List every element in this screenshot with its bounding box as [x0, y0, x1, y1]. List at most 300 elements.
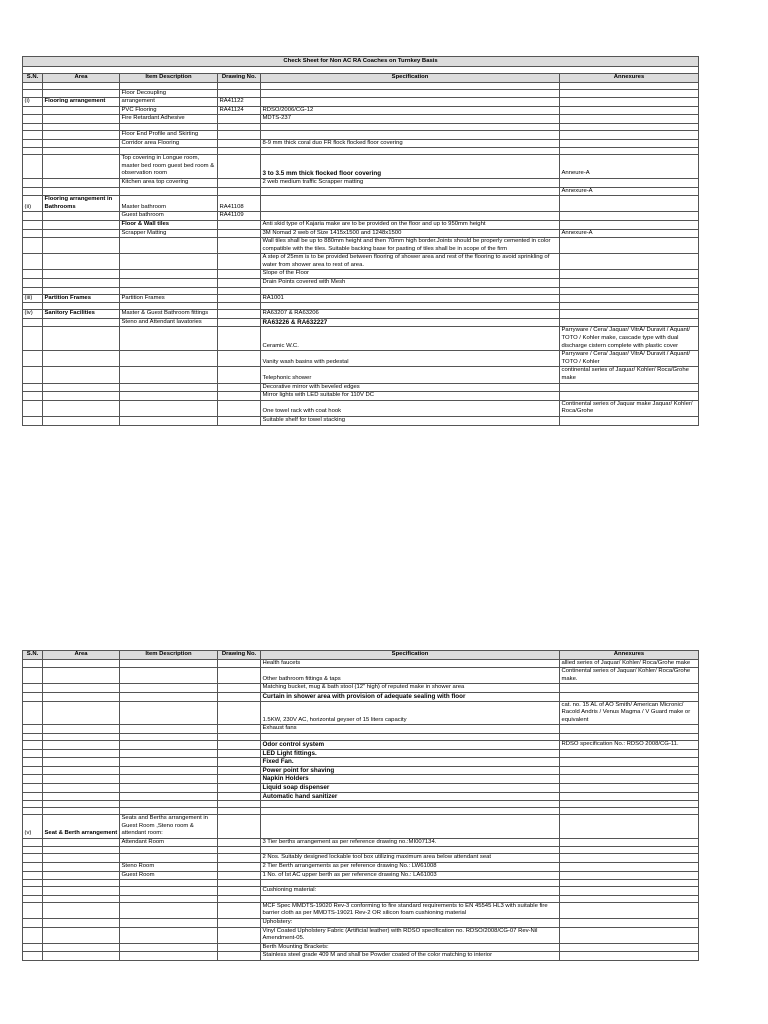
cell-item-description [120, 783, 218, 792]
cell-sn: (v) [23, 815, 43, 839]
cell-item-description [120, 733, 218, 740]
table-row [23, 178, 699, 187]
cell-drawing-no [218, 383, 261, 392]
cell-area [43, 701, 120, 725]
cell-specification: Vinyl Coated Upholstery Fabric (Artificial leather) with RDSO specification no. RDSO/2008/CG-07 Rev-Nil Amendment-05. [261, 927, 560, 943]
cell-item-description [120, 254, 218, 270]
cell-annexures: RDSO specification No.: RDSO 2008/CG-11. [560, 740, 699, 749]
cell-annexures [560, 902, 699, 918]
cell-area [43, 880, 120, 887]
cell-item-description [120, 351, 218, 367]
cell-item-description [120, 749, 218, 758]
cell-specification: 3 to 3.5 mm thick flocked floor covering [261, 155, 560, 179]
table-row [23, 392, 699, 401]
cell-sn: (iv) [23, 310, 43, 319]
cell-area [43, 692, 120, 701]
cell-item-description [120, 279, 218, 288]
cell-item-description [120, 847, 218, 854]
cell-item-description [120, 919, 218, 928]
cell-item-description [120, 758, 218, 767]
table-row [23, 327, 699, 351]
cell-area [43, 927, 120, 943]
cell-annexures [560, 792, 699, 801]
cell-item-description [120, 895, 218, 902]
table-row [23, 783, 699, 792]
cell-annexures [560, 303, 699, 310]
header-sn: S.N. [23, 651, 43, 660]
cell-annexures: Continental series of Jaquar/ Kohler/ Roca/Grohe make. [560, 668, 699, 684]
cell-drawing-no [218, 279, 261, 288]
cell-specification: One towel rack with coat hook [261, 400, 560, 416]
cell-item-description: Steno and Attendant lavatories [120, 318, 218, 327]
cell-specification: Power point for shaving [261, 766, 560, 775]
header-row [23, 74, 699, 83]
cell-item-description: Floor & Wall tiles [120, 220, 218, 229]
table-row [23, 148, 699, 155]
cell-specification [261, 815, 560, 839]
cell-drawing-no [218, 115, 261, 124]
table-row [23, 871, 699, 880]
cell-drawing-no [218, 416, 261, 425]
cell-drawing-no [218, 294, 261, 303]
cell-area [43, 187, 120, 196]
cell-area [43, 659, 120, 668]
cell-specification [261, 82, 560, 89]
cell-specification: Berth Mounting Brackets: [261, 943, 560, 952]
cell-drawing-no [218, 82, 261, 89]
cell-sn [23, 155, 43, 179]
cell-specification: Matching bucket, mug & bath stool (12" high) of reputed make in shower area [261, 684, 560, 693]
cell-sn [23, 254, 43, 270]
cell-annexures [560, 82, 699, 89]
cell-annexures [560, 238, 699, 254]
cell-item-description [120, 808, 218, 815]
cell-area [43, 808, 120, 815]
cell-sn [23, 871, 43, 880]
cell-area [43, 254, 120, 270]
cell-item-description [120, 927, 218, 943]
cell-drawing-no [218, 659, 261, 668]
cell-drawing-no [218, 758, 261, 767]
cell-specification: A step of 25mm is to be provided between flooring of shower area and rest of the flooring to avoid sprinkling of water from shower area to rest of area. [261, 254, 560, 270]
cell-area [43, 89, 120, 98]
cell-annexures [560, 749, 699, 758]
cell-specification: 2 web medium traffic Scrapper matting [261, 178, 560, 187]
cell-item-description [120, 367, 218, 383]
cell-item-description: Top covering in Longue room, master bed room guest bed room & observation room [120, 155, 218, 179]
cell-drawing-no [218, 327, 261, 351]
cell-sn [23, 783, 43, 792]
cell-sn [23, 733, 43, 740]
cell-item-description [120, 902, 218, 918]
cell-sn [23, 838, 43, 847]
table-row [23, 279, 699, 288]
cell-sn [23, 808, 43, 815]
cell-area [43, 887, 120, 896]
cell-drawing-no [218, 740, 261, 749]
cell-specification [261, 808, 560, 815]
cell-specification: RA1001 [261, 294, 560, 303]
cell-drawing-no [218, 318, 261, 327]
cell-area [43, 943, 120, 952]
cell-annexures [560, 98, 699, 107]
cell-area [43, 416, 120, 425]
cell-specification: Slope of the Floor [261, 270, 560, 279]
cell-sn [23, 952, 43, 961]
cell-sn [23, 895, 43, 902]
cell-annexures: Parryware / Cera/ Jaquar/ VitrA/ Duravit / Aquant/ TOTO / Kohler [560, 351, 699, 367]
cell-area [43, 783, 120, 792]
cell-annexures [560, 383, 699, 392]
table-row [23, 659, 699, 668]
cell-annexures: continental series of Jaquar/ Kohler/ Roca/Grohe make [560, 367, 699, 383]
cell-sn [23, 863, 43, 872]
cell-item-description [120, 943, 218, 952]
cell-sn [23, 383, 43, 392]
cell-item-description [120, 792, 218, 801]
cell-annexures [560, 139, 699, 148]
table-row [23, 270, 699, 279]
cell-sn [23, 847, 43, 854]
cell-item-description [120, 766, 218, 775]
cell-item-description [120, 725, 218, 734]
table-row [23, 725, 699, 734]
cell-area [43, 392, 120, 401]
cell-item-description: PVC Flooring [120, 106, 218, 115]
cell-drawing-no: RA41109 [218, 212, 261, 221]
cell-sn [23, 318, 43, 327]
cell-drawing-no [218, 229, 261, 238]
cell-annexures [560, 863, 699, 872]
cell-annexures [560, 927, 699, 943]
table-row [23, 684, 699, 693]
table-row [23, 130, 699, 139]
header-area: Area [43, 651, 120, 660]
cell-area: Flooring arrangement in Bathrooms [43, 196, 120, 212]
sheet-title: Check Sheet for Non AC RA Coaches on Turnkey Basis [23, 57, 699, 67]
cell-sn [23, 229, 43, 238]
cell-item-description: Fire Retardant Adhesive [120, 115, 218, 124]
cell-area [43, 838, 120, 847]
cell-area [43, 318, 120, 327]
cell-area [43, 130, 120, 139]
cell-drawing-no [218, 801, 261, 808]
cell-annexures [560, 880, 699, 887]
cell-area [43, 123, 120, 130]
cell-sn [23, 927, 43, 943]
cell-annexures [560, 887, 699, 896]
cell-drawing-no [218, 766, 261, 775]
cell-annexures [560, 692, 699, 701]
cell-annexures [560, 725, 699, 734]
cell-drawing-no [218, 123, 261, 130]
cell-area [43, 952, 120, 961]
cell-specification [261, 801, 560, 808]
cell-annexures [560, 775, 699, 784]
table-row [23, 367, 699, 383]
cell-item-description [120, 740, 218, 749]
cell-item-description: Scrapper Matting [120, 229, 218, 238]
cell-area [43, 725, 120, 734]
cell-specification [261, 895, 560, 902]
cell-annexures: cat. no. 15 AL of AO Smith/ American Micronic/ Racold Andris / Venus Magma / V Guard make or equivalent [560, 701, 699, 725]
cell-drawing-no [218, 902, 261, 918]
cell-sn [23, 749, 43, 758]
cell-sn [23, 287, 43, 294]
cell-item-description [120, 400, 218, 416]
cell-specification: Drain Points covered with Mesh [261, 279, 560, 288]
cell-drawing-no [218, 749, 261, 758]
cell-item-description [120, 668, 218, 684]
cell-item-description: Partition Frames [120, 294, 218, 303]
cell-area [43, 775, 120, 784]
cell-sn: (iii) [23, 294, 43, 303]
cell-drawing-no [218, 692, 261, 701]
cell-specification: 3 Tier berths arrangement as per reference drawing no.:MI007134. [261, 838, 560, 847]
cell-area [43, 303, 120, 310]
table-row [23, 383, 699, 392]
cell-area [43, 919, 120, 928]
cell-annexures [560, 115, 699, 124]
cell-drawing-no [218, 148, 261, 155]
cell-item-description [120, 270, 218, 279]
cell-area [43, 400, 120, 416]
table-row [23, 740, 699, 749]
cell-sn [23, 775, 43, 784]
table-row [23, 952, 699, 961]
cell-item-description [120, 684, 218, 693]
table-row [23, 106, 699, 115]
table-row [23, 749, 699, 758]
cell-annexures [560, 871, 699, 880]
table-row [23, 758, 699, 767]
cell-area [43, 854, 120, 863]
cell-sn [23, 220, 43, 229]
cell-annexures: Anneure-A [560, 155, 699, 179]
cell-specification: RA63207 & RA63206 [261, 310, 560, 319]
cell-drawing-no [218, 871, 261, 880]
header-annexures: Annexures [560, 74, 699, 83]
cell-area [43, 871, 120, 880]
cell-drawing-no [218, 254, 261, 270]
table-row [23, 902, 699, 918]
cell-drawing-no [218, 895, 261, 902]
cell-specification: 2 Nos. Suitably designed lockable tool box utilizing maximum area below attendant seat [261, 854, 560, 863]
table-row [23, 692, 699, 701]
cell-specification: Liquid soap dispenser [261, 783, 560, 792]
header-item-description: Item Description [120, 74, 218, 83]
cell-annexures [560, 919, 699, 928]
cell-area [43, 212, 120, 221]
cell-sn [23, 854, 43, 863]
cell-item-description [120, 854, 218, 863]
cell-drawing-no [218, 783, 261, 792]
cell-annexures [560, 212, 699, 221]
cell-specification [261, 303, 560, 310]
cell-area [43, 279, 120, 288]
cell-item-description [120, 303, 218, 310]
cell-drawing-no [218, 808, 261, 815]
cell-item-description: Floor Decoupling [120, 89, 218, 98]
cell-annexures [560, 895, 699, 902]
cell-item-description [120, 148, 218, 155]
table-row [23, 766, 699, 775]
table-row [23, 887, 699, 896]
cell-area [43, 178, 120, 187]
cell-drawing-no: RA41124 [218, 106, 261, 115]
cell-drawing-no [218, 847, 261, 854]
cell-sn [23, 758, 43, 767]
table-row [23, 123, 699, 130]
cell-sn [23, 148, 43, 155]
cell-specification: LED Light fittings. [261, 749, 560, 758]
cell-sn [23, 684, 43, 693]
cell-annexures [560, 220, 699, 229]
table-row [23, 400, 699, 416]
cell-drawing-no [218, 854, 261, 863]
cell-annexures [560, 123, 699, 130]
cell-drawing-no [218, 270, 261, 279]
cell-drawing-no [218, 880, 261, 887]
cell-drawing-no [218, 887, 261, 896]
cell-annexures [560, 148, 699, 155]
cell-annexures [560, 801, 699, 808]
table-row [23, 254, 699, 270]
cell-annexures [560, 294, 699, 303]
cell-drawing-no [218, 155, 261, 179]
cell-area [43, 287, 120, 294]
cell-drawing-no [218, 287, 261, 294]
cell-drawing-no [218, 310, 261, 319]
table-row [23, 838, 699, 847]
cell-annexures [560, 943, 699, 952]
table-row [23, 155, 699, 179]
cell-sn [23, 351, 43, 367]
cell-sn [23, 943, 43, 952]
cell-annexures [560, 766, 699, 775]
cell-drawing-no [218, 919, 261, 928]
cell-item-description [120, 416, 218, 425]
cell-specification: Upholstery: [261, 919, 560, 928]
cell-drawing-no [218, 952, 261, 961]
cell-area [43, 733, 120, 740]
table-row [23, 229, 699, 238]
cell-specification: Vanity wash basins with pedestal [261, 351, 560, 367]
cell-item-description: Corridor area Flooring [120, 139, 218, 148]
cell-area [43, 220, 120, 229]
cell-sn [23, 187, 43, 196]
cell-sn [23, 279, 43, 288]
cell-area [43, 270, 120, 279]
cell-area [43, 902, 120, 918]
cell-drawing-no [218, 178, 261, 187]
cell-annexures [560, 758, 699, 767]
cell-area [43, 367, 120, 383]
cell-specification: RDSO/2006/CG-12 [261, 106, 560, 115]
cell-sn [23, 880, 43, 887]
check-sheet-table-2 [22, 650, 699, 961]
cell-specification [261, 187, 560, 196]
header-area: Area [43, 74, 120, 83]
cell-drawing-no [218, 815, 261, 839]
cell-area [43, 229, 120, 238]
cell-area [43, 895, 120, 902]
cell-area [43, 82, 120, 89]
cell-area [43, 766, 120, 775]
cell-specification: Decorative mirror with beveled edges [261, 383, 560, 392]
table-row [23, 863, 699, 872]
cell-specification [261, 733, 560, 740]
cell-annexures: Parryware / Cera/ Jaquar/ VitrA/ Duravit / Aquant/ TOTO / Kohler make, cascade type with dual discharge cistern complete with plastic cover [560, 327, 699, 351]
cell-sn [23, 106, 43, 115]
cell-specification [261, 123, 560, 130]
check-sheet-table-1 [22, 56, 699, 426]
cell-area: Flooring arrangement [43, 98, 120, 107]
cell-specification [261, 847, 560, 854]
cell-item-description: Steno Room [120, 863, 218, 872]
cell-annexures [560, 733, 699, 740]
cell-annexures [560, 254, 699, 270]
cell-specification [261, 880, 560, 887]
cell-specification: Cushioning material: [261, 887, 560, 896]
cell-area [43, 351, 120, 367]
cell-specification [261, 148, 560, 155]
header-drawing-no: Drawing No. [218, 651, 261, 660]
cell-specification [261, 212, 560, 221]
cell-item-description [120, 952, 218, 961]
cell-annexures [560, 178, 699, 187]
cell-specification: Anti skid type of Kajaria make are to be provided on the floor and up to 950mm height [261, 220, 560, 229]
cell-drawing-no [218, 838, 261, 847]
cell-sn [23, 303, 43, 310]
cell-item-description [120, 887, 218, 896]
cell-sn [23, 902, 43, 918]
cell-drawing-no [218, 668, 261, 684]
cell-area [43, 758, 120, 767]
cell-sn [23, 178, 43, 187]
cell-specification: 1.5KW, 230V AC, horizontal geyser of 15 liters capacity [261, 701, 560, 725]
cell-annexures [560, 684, 699, 693]
table-row [23, 854, 699, 863]
table-row [23, 801, 699, 808]
cell-annexures: Continental series of Jaquar make Jaquar/ Kohler/ Roca/Grohe [560, 400, 699, 416]
cell-area [43, 863, 120, 872]
cell-specification [261, 98, 560, 107]
cell-sn [23, 659, 43, 668]
cell-annexures [560, 270, 699, 279]
cell-sn [23, 725, 43, 734]
table-row [23, 82, 699, 89]
cell-specification: Fixed Fan. [261, 758, 560, 767]
table-row [23, 919, 699, 928]
cell-drawing-no [218, 220, 261, 229]
cell-sn [23, 919, 43, 928]
cell-sn [23, 123, 43, 130]
cell-area [43, 115, 120, 124]
cell-drawing-no: RA41122 [218, 98, 261, 107]
cell-item-description [120, 187, 218, 196]
cell-specification: Mirror lights with LED suitable for 110V DC [261, 392, 560, 401]
table-row [23, 927, 699, 943]
table-row [23, 808, 699, 815]
cell-area [43, 383, 120, 392]
cell-sn [23, 130, 43, 139]
cell-annexures [560, 815, 699, 839]
cell-annexures: Annexure-A [560, 229, 699, 238]
cell-sn [23, 887, 43, 896]
cell-sn [23, 89, 43, 98]
cell-item-description: Master bathroom [120, 196, 218, 212]
